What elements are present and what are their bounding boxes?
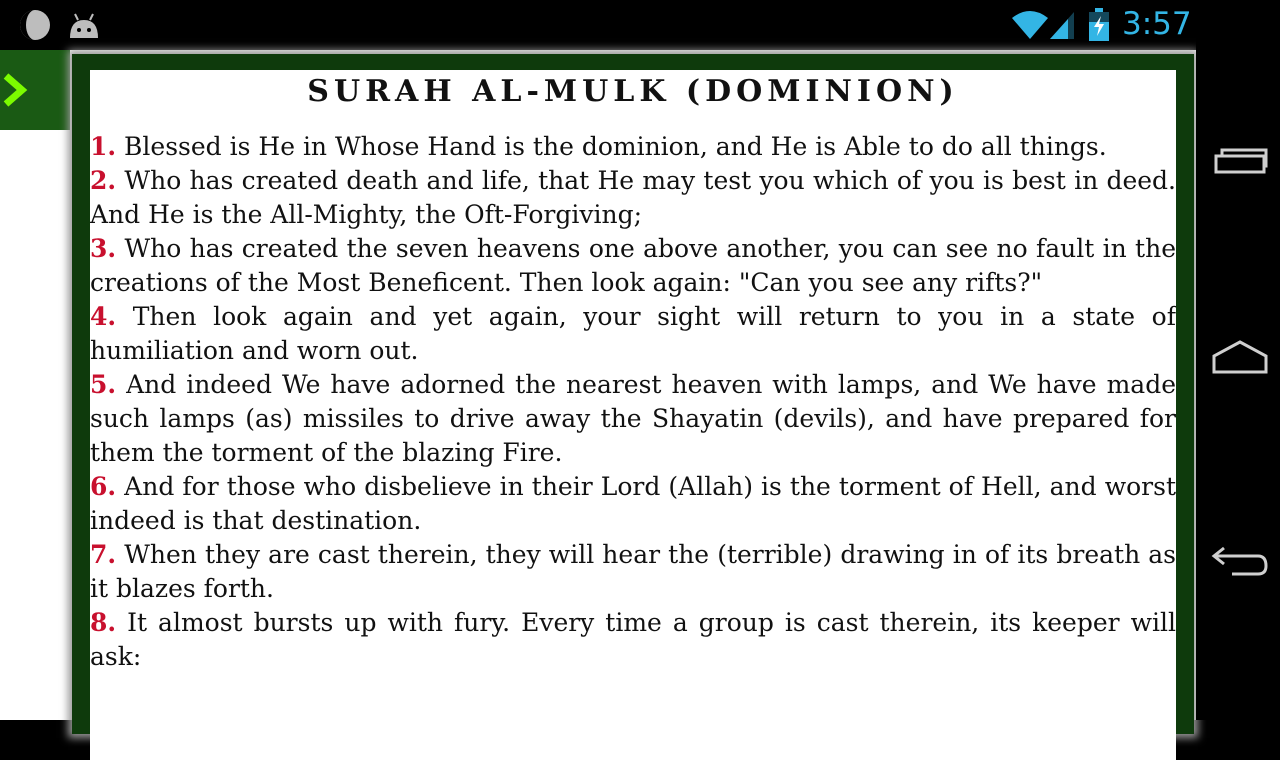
home-icon[interactable] <box>1210 336 1270 380</box>
verse-text: Then look again and yet again, your sight will return to you in a state of humiliation and worn out. <box>90 302 1176 365</box>
theme-toggle-icon <box>18 8 52 42</box>
sidebar-toggle-button[interactable] <box>0 50 70 130</box>
verse-text: Blessed is He in Whose Hand is the dominion, and He is Able to do all things. <box>116 132 1107 161</box>
verse-text: Who has created death and life, that He may test you which of you is best in deed. And He is the All-Mighty, the Oft-Forgiving; <box>90 166 1176 229</box>
battery-charging-icon <box>1088 8 1110 42</box>
verse-text: And for those who disbelieve in their Lord (Allah) is the torment of Hell, and worst indeed is that destination. <box>90 472 1176 535</box>
verse-number: 4. <box>90 302 117 331</box>
verse-number: 1. <box>90 132 117 161</box>
back-icon[interactable] <box>1210 536 1270 580</box>
cell-signal-icon <box>1048 10 1076 40</box>
verse-item <box>90 232 1176 300</box>
surah-frame <box>72 54 1194 734</box>
verse-text: And indeed We have adorned the nearest heaven with lamps, and We have made such lamps (as) missiles to drive away the Shayatin (devils), and have prepared for them the torment of the blazing Fire. <box>90 370 1176 467</box>
surah-content[interactable] <box>90 70 1176 760</box>
navigation-bar <box>1196 0 1280 720</box>
page-title: SURAH AL-MULK (DOMINION) <box>307 74 959 109</box>
verse-number: 2. <box>90 166 117 195</box>
verse-item <box>90 470 1176 538</box>
app-content <box>0 50 1196 720</box>
verse-item <box>90 538 1176 606</box>
verse-item <box>90 606 1176 674</box>
verse-number: 5. <box>90 370 117 399</box>
verse-text: Who has created the seven heavens one above another, you can see no fault in the creations of the Most Beneficent. Then look again: "Can you see any rifts?" <box>90 234 1176 297</box>
verse-number: 8. <box>90 608 117 637</box>
chevron-right-icon <box>2 70 30 110</box>
wifi-icon <box>1010 10 1050 40</box>
verse-item <box>90 300 1176 368</box>
verse-list <box>90 130 1176 674</box>
recent-apps-icon[interactable] <box>1210 140 1270 184</box>
verse-item <box>90 130 1176 164</box>
clock: 3:57 <box>1122 6 1192 42</box>
status-bar <box>0 0 1196 50</box>
verse-number: 3. <box>90 234 117 263</box>
verse-text: It almost bursts up with fury. Every time a group is cast therein, its keeper will ask: <box>90 608 1176 671</box>
verse-number: 7. <box>90 540 117 569</box>
verse-item <box>90 368 1176 470</box>
verse-item <box>90 164 1176 232</box>
android-icon <box>66 8 102 42</box>
verse-number: 6. <box>90 472 117 501</box>
verse-text: When they are cast therein, they will hear the (terrible) drawing in of its breath as it blazes forth. <box>90 540 1176 603</box>
